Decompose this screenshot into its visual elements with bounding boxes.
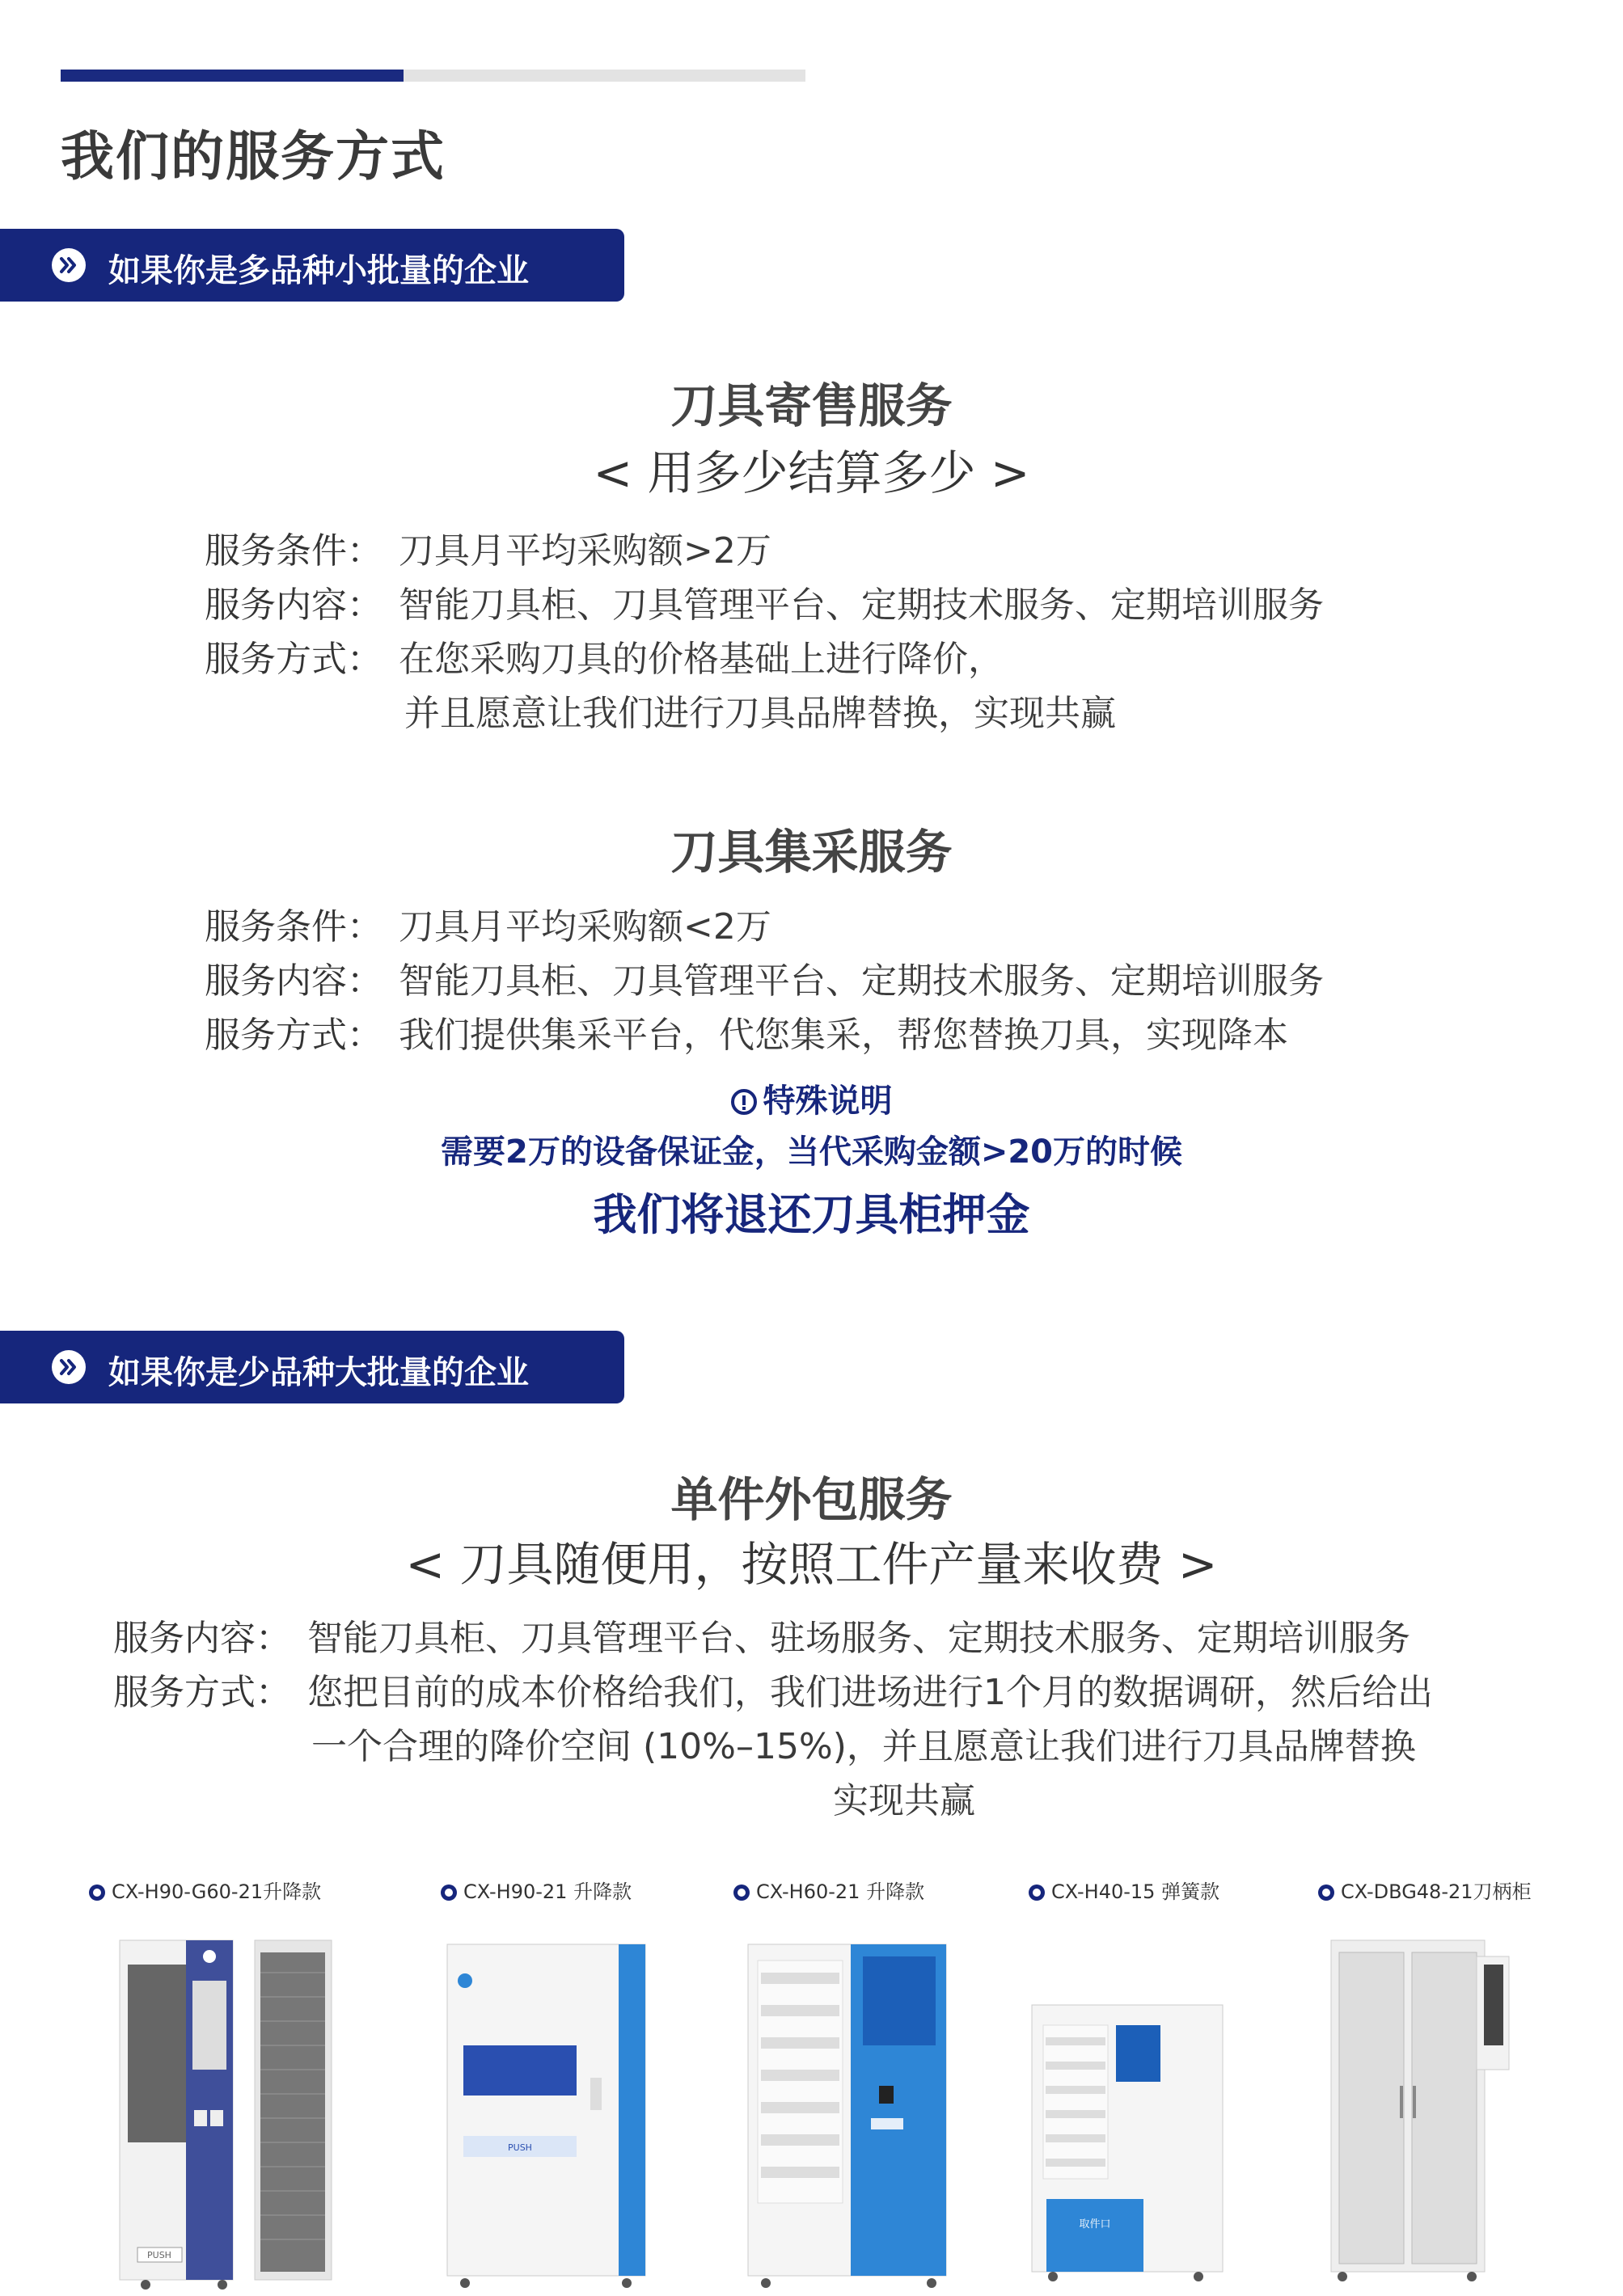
row-value: 我们提供集采平台，代您集采，帮您替换刀具，实现降本	[399, 1015, 1288, 1056]
row-continuation: 一个合理的降价空间 (10%–15%)，并且愿意让我们进行刀具品牌替换	[311, 1726, 1416, 1767]
product-name	[1029, 1876, 1219, 1904]
row-label: 服务内容：	[113, 1618, 291, 1659]
product-name-text: CX-H40-15 弹簧款	[1051, 1880, 1220, 1903]
cabinet-image	[1029, 1924, 1231, 2296]
brand-logo-icon	[1318, 1884, 1334, 1901]
product-name	[1318, 1876, 1532, 1904]
row-continuation: 实现共赢	[833, 1780, 975, 1821]
push-label: PUSH	[508, 2142, 532, 2153]
product-name	[89, 1876, 321, 1904]
service-title-consignment: 刀具寄售服务	[670, 378, 953, 433]
cabinet-image	[441, 1924, 659, 2296]
section-banner-large-batch	[0, 1331, 624, 1403]
product-name-text: CX-DBG48-21刀柄柜	[1341, 1880, 1532, 1903]
cabinet-image	[89, 1924, 348, 2296]
special-note-heading	[0, 1075, 1623, 1121]
brand-logo-icon	[89, 1884, 105, 1901]
row-label: 服务方式：	[205, 1015, 383, 1056]
brand-logo-icon	[1029, 1884, 1045, 1901]
cabinet-image	[1318, 1924, 1520, 2296]
brand-logo-icon	[733, 1884, 750, 1901]
row-label: 服务方式：	[205, 639, 383, 680]
service-subtitle-outsourcing: < 刀具随便用，按照工件产量来收费 >	[405, 1537, 1218, 1592]
alert-icon	[731, 1089, 757, 1115]
row-label: 服务条件：	[205, 530, 383, 572]
product-name	[441, 1876, 632, 1904]
service-title-outsourcing: 单件外包服务	[670, 1472, 953, 1527]
special-note-heading-text: 特殊说明	[763, 1083, 893, 1120]
service-title-central-purchase: 刀具集采服务	[670, 825, 953, 880]
row-value: 智能刀具柜、刀具管理平台、定期技术服务、定期培训服务	[399, 960, 1324, 1002]
brand-logo-icon	[441, 1884, 457, 1901]
title-divider-accent	[61, 70, 404, 82]
banner-text: 如果你是少品种大批量的企业	[108, 1354, 529, 1391]
product-name-text: CX-H60-21 升降款	[756, 1880, 925, 1903]
row-label: 服务内容：	[205, 585, 383, 626]
product-name-text: CX-H90-G60-21升降款	[112, 1880, 322, 1903]
row-value: 您把目前的成本价格给我们，我们进场进行1个月的数据调研，然后给出	[307, 1672, 1433, 1713]
section-banner-small-batch	[0, 229, 624, 302]
row-value: 智能刀具柜、刀具管理平台、定期技术服务、定期培训服务	[399, 585, 1324, 626]
push-label: PUSH	[147, 2250, 171, 2260]
row-label: 服务条件：	[205, 906, 383, 948]
row-continuation: 并且愿意让我们进行刀具品牌替换，实现共赢	[404, 693, 1116, 734]
product-name-text: CX-H90-21 升降款	[463, 1880, 632, 1903]
product-name	[733, 1876, 924, 1904]
row-value: 在您采购刀具的价格基础上进行降价，	[399, 639, 1004, 680]
cabinet-image	[733, 1924, 952, 2296]
title-divider-bar	[61, 70, 805, 82]
row-label: 服务内容：	[205, 960, 383, 1002]
row-value: 智能刀具柜、刀具管理平台、驻场服务、定期技术服务、定期培训服务	[307, 1618, 1410, 1659]
pickup-label: 取件口	[1079, 2218, 1111, 2231]
special-note-line: 需要2万的设备保证金，当代采购金额>20万的时候	[440, 1133, 1182, 1171]
double-chevron-icon	[52, 248, 86, 282]
row-label: 服务方式：	[113, 1672, 291, 1713]
special-note-emphasis: 我们将退还刀具柜押金	[593, 1189, 1030, 1240]
service-subtitle-consignment: < 用多少结算多少 >	[593, 445, 1030, 500]
row-value: 刀具月平均采购额<2万	[399, 906, 771, 948]
page-title: 我们的服务方式	[61, 125, 446, 188]
banner-text: 如果你是多品种小批量的企业	[108, 252, 529, 289]
double-chevron-icon	[52, 1350, 86, 1384]
row-value: 刀具月平均采购额>2万	[399, 530, 771, 572]
